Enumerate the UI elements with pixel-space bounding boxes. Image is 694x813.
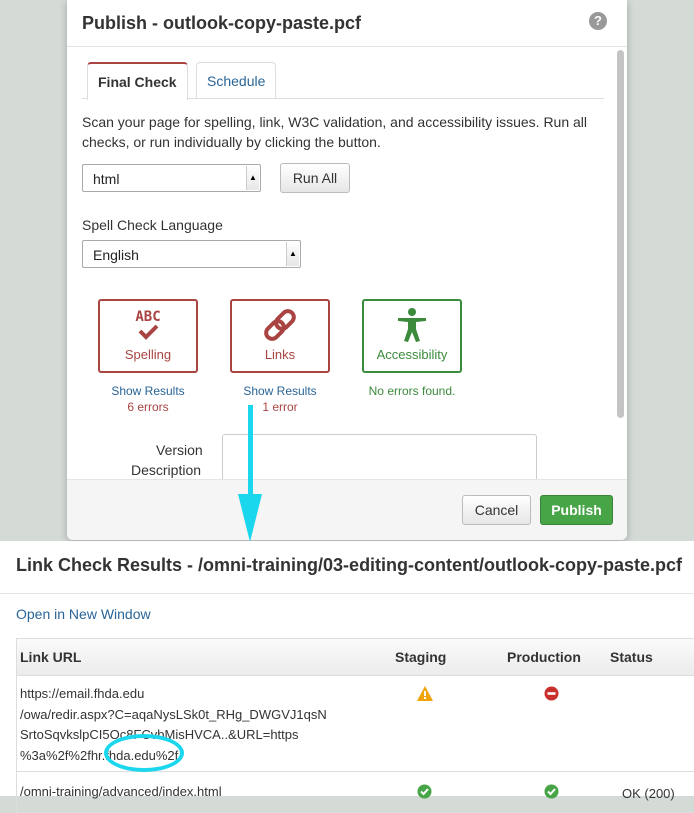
- links-show-results-link[interactable]: Show Results: [243, 384, 317, 398]
- spell-check-language-label: Spell Check Language: [82, 217, 223, 233]
- links-error-count: 1 error: [262, 400, 298, 414]
- check-circle-icon: [417, 784, 432, 804]
- url-line: https://email.fhda.edu: [20, 686, 145, 701]
- warning-icon: [417, 686, 433, 706]
- open-in-new-window-link[interactable]: Open in New Window: [16, 606, 151, 622]
- intro-text: Scan your page for spelling, link, W3C validation, and accessibility issues. Run all checks, or run individually by clicking the button.: [82, 114, 588, 150]
- link-check-results-panel: [0, 541, 694, 801]
- dialog-title: Publish - outlook-copy-paste.pcf: [82, 13, 362, 33]
- publish-button[interactable]: Publish: [540, 495, 613, 525]
- accessibility-results: [352, 383, 472, 399]
- cancel-button[interactable]: Cancel: [462, 495, 531, 525]
- links-results: [220, 383, 340, 415]
- abc-check-icon: [100, 307, 196, 348]
- divider: [0, 593, 694, 594]
- question-circle-icon[interactable]: ?: [589, 12, 607, 30]
- check-circle-icon: [544, 784, 559, 804]
- link-url-cell: [20, 782, 380, 803]
- url-line: %3a%2f%2fhr.fhda.edu%2f: [20, 747, 179, 763]
- results-title: Link Check Results - /omni-training/03-editing-content/outlook-copy-paste.pcf: [16, 555, 683, 575]
- tab-schedule[interactable]: Schedule: [196, 62, 276, 98]
- spelling-check-button[interactable]: [98, 299, 198, 373]
- accessibility-status: No errors found.: [368, 384, 456, 398]
- accessibility-label: Accessibility: [376, 347, 448, 362]
- language-select[interactable]: [82, 240, 301, 268]
- column-header-status[interactable]: Status: [610, 649, 653, 665]
- spelling-show-results-link[interactable]: Show Results: [111, 384, 185, 398]
- publish-dialog: [67, 0, 627, 540]
- spelling-label: Spelling: [124, 347, 172, 362]
- url-line: /omni-training/advanced/index.html: [20, 784, 222, 799]
- check-type-select[interactable]: [82, 164, 261, 192]
- run-all-button[interactable]: Run All: [280, 163, 350, 193]
- annotation-arrow-head: [238, 494, 262, 542]
- url-line: SrtoSqvkslpCI5Oc8FCvbMisHVCA..&URL=https: [20, 727, 299, 742]
- dialog-footer: [67, 479, 627, 540]
- tab-final-check[interactable]: Final Check: [87, 62, 188, 100]
- highlight-circle: [104, 734, 184, 772]
- language-value: English: [93, 247, 139, 263]
- url-line: /owa/redir.aspx?C=aqaNysLSk0t_RHg_DWGVJ1qsN: [20, 706, 327, 722]
- error-circle-icon: [544, 686, 559, 706]
- dialog-header: [67, 0, 627, 47]
- table-header: [17, 639, 694, 676]
- column-header-staging[interactable]: Staging: [395, 649, 447, 665]
- accessibility-person-icon: [364, 307, 460, 348]
- spelling-error-count: 6 errors: [127, 400, 169, 414]
- tab-bar: [82, 62, 604, 99]
- select-arrow-icon: ▲: [286, 242, 299, 266]
- table-row: [17, 772, 694, 812]
- column-header-link-url[interactable]: Link URL: [20, 649, 82, 665]
- select-arrow-icon: ▲: [246, 166, 259, 190]
- column-header-production[interactable]: Production: [507, 649, 581, 665]
- check-type-value: html: [93, 171, 120, 187]
- status-cell: OK (200): [622, 786, 675, 801]
- svg-text:ABC: ABC: [135, 309, 161, 325]
- link-results-table: [16, 638, 694, 813]
- accessibility-check-button[interactable]: [362, 299, 462, 373]
- dialog-scrollbar[interactable]: [617, 50, 624, 418]
- chain-link-icon: [232, 307, 328, 348]
- links-check-button[interactable]: [230, 299, 330, 373]
- spelling-results: [88, 383, 208, 415]
- description-label: Description: [131, 462, 202, 478]
- link-url-cell: [20, 684, 380, 766]
- links-label: Links: [264, 347, 296, 362]
- version-label: Version: [156, 442, 203, 458]
- annotation-arrow-shaft: [248, 405, 253, 497]
